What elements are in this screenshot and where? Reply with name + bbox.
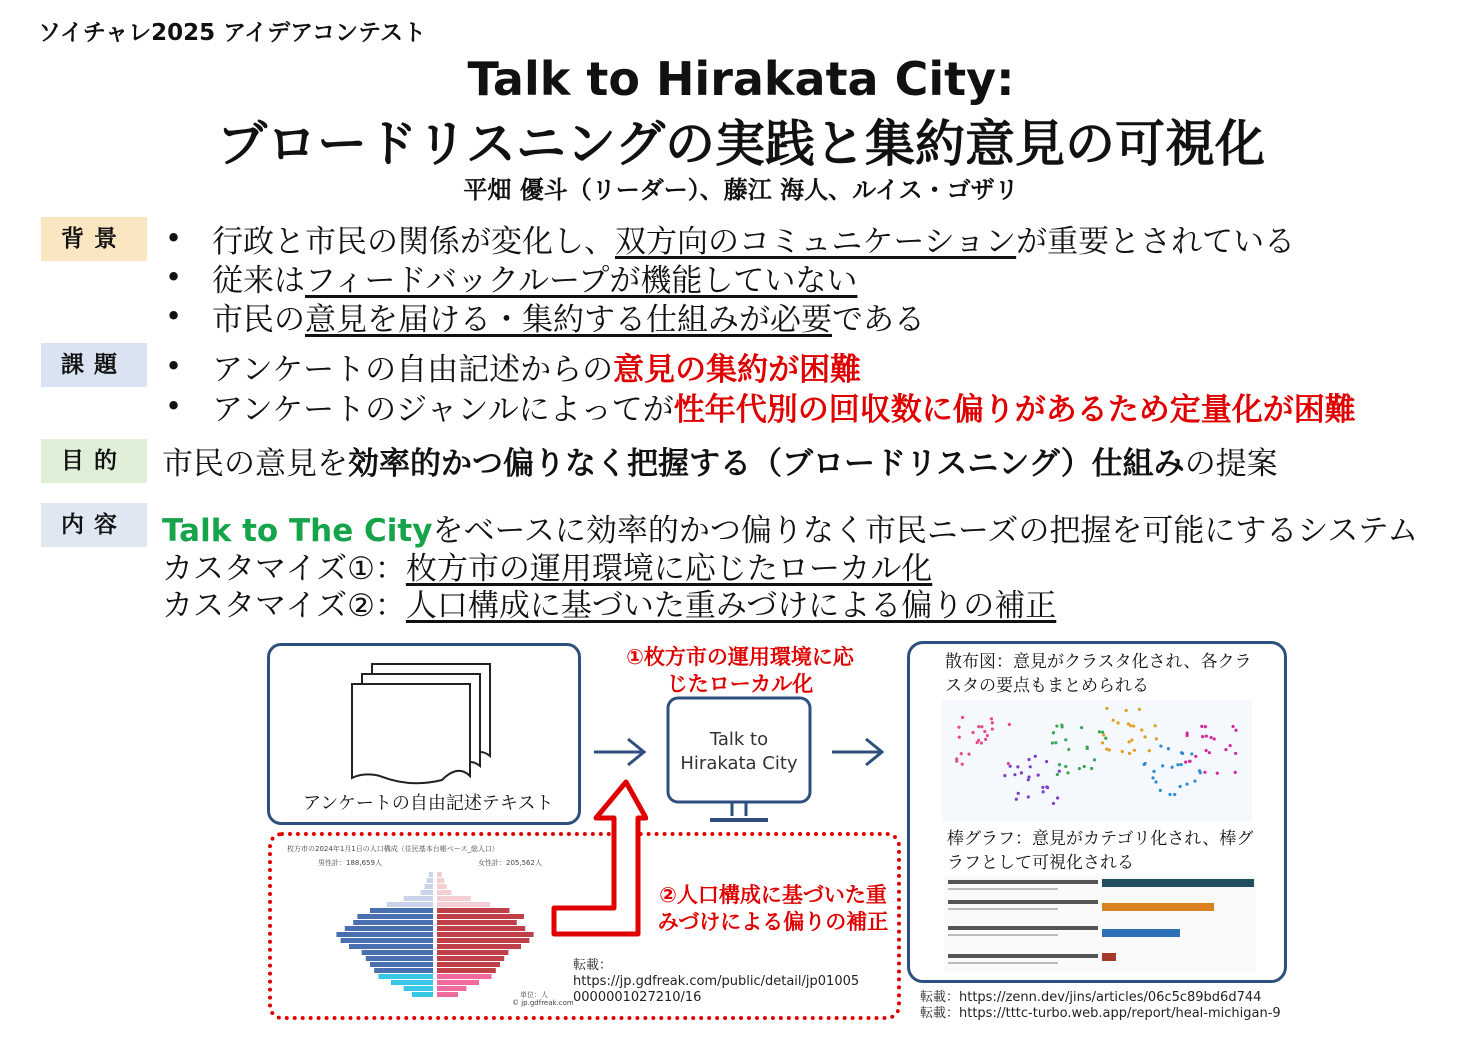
- customize-1: カスタマイズ①：枚方市の運用環境に応じたローカル化: [162, 551, 933, 587]
- scatter-point: [1101, 741, 1104, 744]
- scatter-point: [1045, 785, 1048, 788]
- pyramid-female-bar: [437, 914, 524, 919]
- custom1-label: ①枚方市の運用環境に応 じたローカル化: [626, 645, 854, 696]
- scatter-point: [1064, 765, 1067, 768]
- pyramid-male-bar: [387, 902, 433, 907]
- scatter-point: [1064, 738, 1067, 741]
- bullet-marker: •: [165, 299, 183, 333]
- scatter-point: [1125, 709, 1128, 712]
- documents-icon: [340, 656, 510, 796]
- scatter-point: [967, 752, 970, 755]
- scatter-point: [1152, 770, 1155, 773]
- scatter-point: [1154, 780, 1157, 783]
- pyramid-female-total: 女性計：205,562人: [478, 859, 542, 867]
- bar-caption: 棒グラフ：意見がカテゴリ化され、棒グ ラフとして可視化される: [947, 829, 1254, 873]
- background-bullet-1: 行政と市民の関係が変化し、双方向のコミュニケーションが重要とされている: [212, 224, 1296, 260]
- pyramid-title: 枚方市の2024年1月1日の人口構成（住民基本台帳ベース_総人口）: [287, 845, 499, 853]
- scatter-point: [961, 716, 964, 719]
- page-title: Talk to Hirakata City:: [467, 52, 1015, 106]
- scatter-point: [972, 731, 975, 734]
- scatter-point: [1143, 735, 1146, 738]
- scatter-caption: 散布図：意見がクラスタ化され、各クラ スタの要点もまとめられる: [945, 652, 1252, 696]
- background-bullet-3: 市民の意見を届ける・集約する仕組みが必要である: [212, 302, 925, 338]
- pyramid-male-bar: [349, 944, 433, 949]
- scatter-point: [1203, 771, 1206, 774]
- pyramid-female-bar: [437, 956, 504, 961]
- content-text: Talk to The Cityをベースに効率的かつ偏りなく市民ニーズの把握を可能にするシステム: [162, 513, 1419, 549]
- scatter-point: [960, 752, 963, 755]
- scatter-point: [1058, 763, 1061, 766]
- pyramid-credit: © jp.gdfreak.com: [512, 999, 574, 1007]
- customize-2: カスタマイズ②：人口構成に基づいた重みづけによる偏りの補正: [162, 588, 1057, 624]
- scatter-point: [1101, 731, 1104, 734]
- scatter-point: [1208, 751, 1211, 754]
- scatter-point: [1154, 724, 1157, 727]
- source-1: 転載： https://jp.gdfreak.com/public/detail/jp01005 0000001027210/16: [573, 958, 860, 1005]
- scatter-point: [1055, 724, 1058, 727]
- pyramid-male-bar: [427, 878, 433, 883]
- pyramid-female-bar: [437, 974, 492, 979]
- scatter-point: [1112, 719, 1115, 722]
- scatter-point: [1133, 749, 1136, 752]
- section-label-goal: 目的: [41, 439, 147, 483]
- pyramid-female-bar: [437, 908, 509, 913]
- scatter-point: [1159, 744, 1162, 747]
- scatter-point: [1204, 725, 1207, 728]
- background-bullet-2: 従来はフィードバックループが機能していない: [212, 263, 858, 299]
- scatter-point: [1167, 747, 1170, 750]
- scatter-point: [1184, 760, 1187, 763]
- scatter-point: [1213, 737, 1216, 740]
- scatter-point: [1229, 744, 1232, 747]
- scatter-point: [1054, 741, 1057, 744]
- scatter-point: [1209, 736, 1212, 739]
- page-subtitle: ブロードリスニングの実践と集約意見の可視化: [217, 115, 1265, 173]
- pyramid-female-bar: [437, 878, 444, 883]
- scatter-point: [1234, 752, 1237, 755]
- scatter-point: [1173, 793, 1176, 796]
- scatter-point: [1086, 747, 1089, 750]
- scatter-point: [1132, 724, 1135, 727]
- scatter-point: [955, 760, 958, 763]
- scatter-point: [1176, 763, 1179, 766]
- scatter-point: [1121, 750, 1124, 753]
- scatter-point: [1098, 730, 1101, 733]
- source-3: 転載：https://tttc-turbo.web.app/report/heal-michigan-9: [920, 1006, 1281, 1021]
- scatter-point: [980, 741, 983, 744]
- scatter-point: [1034, 755, 1037, 758]
- pyramid-female-bar: [437, 932, 534, 937]
- scatter-point: [1127, 740, 1130, 743]
- pyramid-female-bar: [437, 938, 529, 943]
- scatter-point: [1045, 760, 1048, 763]
- pyramid-female-bar: [437, 872, 442, 877]
- scatter-point: [1143, 763, 1146, 766]
- pyramid-female-bar: [437, 950, 508, 955]
- pyramid-male-bar: [429, 872, 433, 877]
- scatter-point: [1056, 773, 1059, 776]
- pyramid-male-bar: [425, 884, 433, 889]
- scatter-point: [1060, 723, 1063, 726]
- scatter-point: [1003, 774, 1006, 777]
- pyramid-female-bar: [437, 968, 496, 973]
- scatter-point: [977, 725, 980, 728]
- scatter-point: [980, 725, 983, 728]
- scatter-point: [957, 726, 960, 729]
- scatter-point: [1205, 749, 1208, 752]
- scatter-point: [1007, 762, 1010, 765]
- scatter-point: [1198, 769, 1201, 772]
- pyramid-male-bar: [345, 926, 433, 931]
- scatter-point: [1130, 739, 1133, 742]
- authors: 平畑 優斗（リーダー）、藤江 海人、ルイス・ゴザリ: [463, 176, 1019, 204]
- scatter-point: [1009, 765, 1012, 768]
- scatter-point: [1190, 752, 1193, 755]
- scatter-point: [1161, 764, 1164, 767]
- scatter-point: [1027, 778, 1030, 781]
- pyramid-female-bar: [437, 890, 451, 895]
- scatter-point: [1102, 733, 1105, 736]
- scatter-point: [1108, 748, 1111, 751]
- population-pyramid: [315, 868, 555, 1004]
- scatter-point: [1067, 748, 1070, 751]
- section-label-background: 背景: [41, 217, 147, 261]
- pyramid-female-bar: [437, 944, 521, 949]
- scatter-point: [984, 738, 987, 741]
- pyramid-male-bar: [404, 986, 433, 991]
- pyramid-male-bar: [378, 974, 433, 979]
- issue-bullet-2: アンケートのジャンルによってが性年代別の回収数に偏りがあるため定量化が困難: [212, 392, 1356, 428]
- pyramid-male-bar: [357, 914, 433, 919]
- arrow-right-icon: [828, 735, 888, 769]
- scatter-point: [1037, 773, 1040, 776]
- contest-name: ソイチャレ2025 アイデアコンテスト: [38, 20, 427, 46]
- scatter-point: [1083, 765, 1086, 768]
- scatter-point: [1008, 723, 1011, 726]
- scatter-point: [1027, 795, 1030, 798]
- scatter-point: [1027, 775, 1030, 778]
- scatter-point: [1066, 771, 1069, 774]
- scatter-point: [958, 736, 961, 739]
- scatter-point: [1171, 766, 1174, 769]
- scatter-point: [1201, 735, 1204, 738]
- pyramid-female-bar: [437, 962, 500, 967]
- scatter-point: [1029, 765, 1032, 768]
- scatter-point: [1200, 725, 1203, 728]
- scatter-point: [1231, 725, 1234, 728]
- pyramid-male-bar: [374, 968, 433, 973]
- issue-bullet-1: アンケートの自由記述からの意見の集約が困難: [212, 352, 862, 388]
- bullet-marker: •: [165, 260, 183, 294]
- section-label-content: 内容: [41, 503, 147, 547]
- scatter-point: [1051, 741, 1054, 744]
- bullet-marker: •: [165, 389, 183, 423]
- pyramid-male-bar: [362, 950, 433, 955]
- custom2-label: ②人口構成に基づいた重 みづけによる偏りの補正: [657, 883, 889, 934]
- scatter-point: [983, 730, 986, 733]
- bullet-marker: •: [165, 349, 183, 383]
- scatter-point: [1205, 735, 1208, 738]
- scatter-point: [1015, 798, 1018, 801]
- scatter-point: [1216, 772, 1219, 775]
- pyramid-male-bar: [420, 890, 433, 895]
- scatter-point: [1179, 785, 1182, 788]
- pyramid-male-bar: [336, 932, 433, 937]
- scatter-point: [1027, 758, 1030, 761]
- scatter-point: [1016, 765, 1019, 768]
- scatter-point: [1116, 721, 1119, 724]
- scatter-point: [1194, 755, 1197, 758]
- pyramid-female-bar: [437, 884, 447, 889]
- scatter-point: [1188, 760, 1191, 763]
- pyramid-male-bar: [412, 992, 433, 997]
- scatter-point: [1041, 786, 1044, 789]
- scatter-point: [1128, 752, 1131, 755]
- section-label-issue: 課題: [41, 343, 147, 387]
- scatter-point: [1080, 726, 1083, 729]
- pyramid-unit: 単位：人: [520, 991, 548, 999]
- scatter-point: [1185, 783, 1188, 786]
- scatter-plot-image: [942, 700, 1252, 822]
- scatter-point: [990, 717, 993, 720]
- scatter-point: [1105, 707, 1108, 710]
- survey-label: アンケートの自由記述テキスト: [303, 793, 554, 814]
- scatter-point: [1052, 731, 1055, 734]
- pyramid-male-total: 男性計：188,659人: [318, 859, 382, 867]
- scatter-point: [1151, 776, 1154, 779]
- pyramid-female-bar: [437, 902, 490, 907]
- scatter-point: [1052, 802, 1055, 805]
- pyramid-female-bar: [437, 926, 525, 931]
- scatter-point: [1020, 771, 1023, 774]
- scatter-point: [1056, 796, 1059, 799]
- scatter-point: [1042, 790, 1045, 793]
- pyramid-male-bar: [370, 908, 433, 913]
- scatter-point: [961, 763, 964, 766]
- scatter-point: [991, 727, 994, 730]
- pyramid-male-bar: [341, 938, 433, 943]
- pyramid-female-bar: [437, 992, 458, 997]
- scatter-point: [1104, 737, 1107, 740]
- pyramid-male-bar: [391, 980, 433, 985]
- scatter-point: [1148, 749, 1151, 752]
- bar-chart-image: [944, 876, 1256, 972]
- scatter-point: [1224, 748, 1227, 751]
- scatter-point: [1017, 792, 1020, 795]
- scatter-point: [1155, 737, 1158, 740]
- scatter-point: [1168, 793, 1171, 796]
- scatter-point: [1181, 752, 1184, 755]
- pyramid-male-bar: [353, 920, 433, 925]
- pyramid-female-bar: [437, 980, 479, 985]
- scatter-point: [1193, 779, 1196, 782]
- scatter-point: [1234, 729, 1237, 732]
- pyramid-male-bar: [404, 896, 433, 901]
- scatter-point: [1140, 728, 1143, 731]
- scatter-point: [1234, 771, 1237, 774]
- scatter-point: [976, 741, 979, 744]
- arrow-up-icon: [548, 754, 648, 944]
- pyramid-female-bar: [437, 920, 517, 925]
- goal-text: 市民の意見を効率的かつ偏りなく把握する（ブロードリスニング）仕組みの提案: [162, 446, 1278, 482]
- bullet-marker: •: [165, 221, 183, 255]
- scatter-point: [1180, 763, 1183, 766]
- source-2: 転載：https://zenn.dev/jins/articles/06c5c89bd6d744: [920, 990, 1262, 1005]
- pyramid-male-bar: [366, 956, 433, 961]
- scatter-point: [1127, 722, 1130, 725]
- pyramid-female-bar: [437, 986, 466, 991]
- scatter-point: [1078, 767, 1081, 770]
- scatter-point: [1090, 767, 1093, 770]
- scatter-point: [1159, 789, 1162, 792]
- scatter-point: [991, 721, 994, 724]
- scatter-point: [986, 734, 989, 737]
- pyramid-male-bar: [370, 962, 433, 967]
- scatter-point: [1186, 734, 1189, 737]
- scatter-point: [1058, 770, 1061, 773]
- scatter-point: [1093, 758, 1096, 761]
- scatter-point: [1013, 773, 1016, 776]
- scatter-point: [1138, 708, 1141, 711]
- monitor-label: Talk to Hirakata City: [680, 729, 798, 774]
- pyramid-female-bar: [437, 896, 471, 901]
